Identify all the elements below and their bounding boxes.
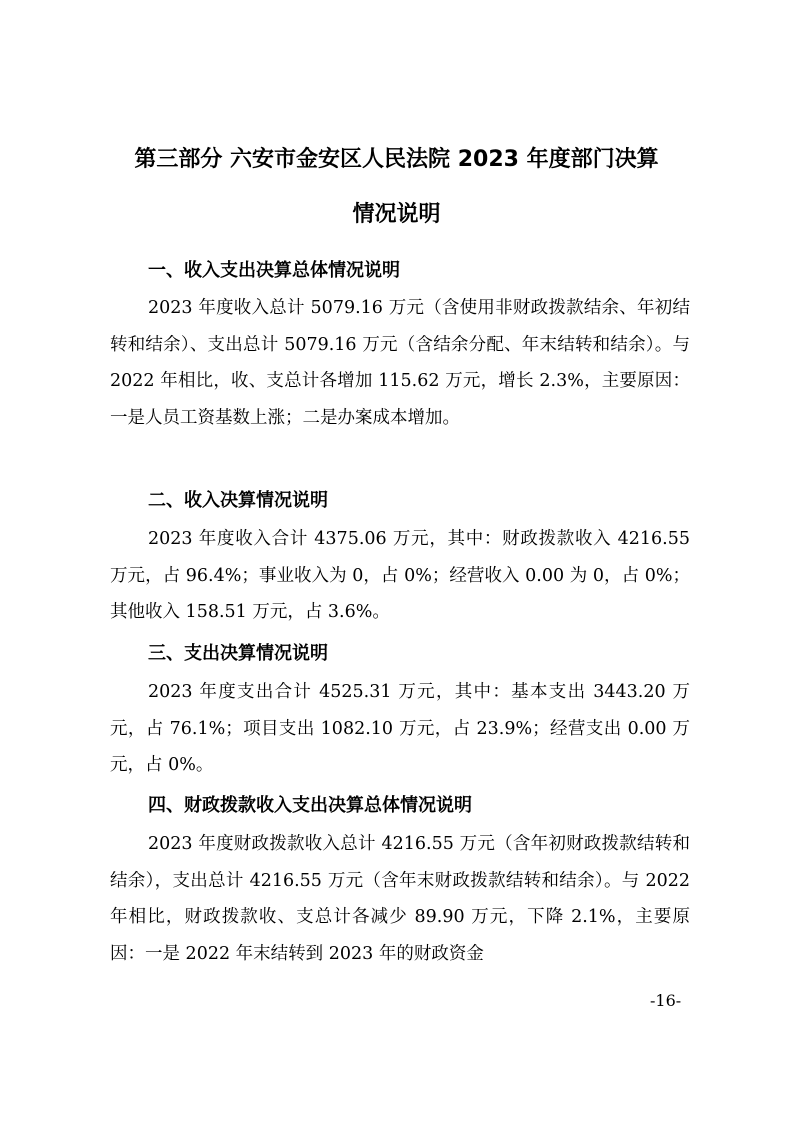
section-body-4: 2023 年度财政拨款收入总计 4216.55 万元（含年初财政拨款结转和结余），支出总计 4216.55 万元（含年末财政拨款结转和结余）。与 2022 年相比，财政拨款收、支总计各减少 89.90 万元，下降 2.1%，主要原因：一是 2022 年末结转到 2023 年的财政资金 [110,834,690,964]
section-heading-2: 二、收入决算情况说明 [148,490,328,511]
section-body-1: 2023 年度收入总计 5079.16 万元（含使用非财政拨款结余、年初结转和结余）、支出总计 5079.16 万元（含结余分配、年末结转和结余）。与 2022 年相比，收、支总计各增加 115.62 万元，增长 2.3%，主要原因：一是人员工资基数上涨；二是办案成本增加。 [110,298,690,428]
section-heading-4: 四、财政拨款收入支出决算总体情况说明 [148,795,472,816]
section-body-2: 2023 年度收入合计 4375.06 万元，其中：财政拨款收入 4216.55 万元，占 96.4%；事业收入为 0，占 0%；经营收入 0.00 为 0，占 0%；其他收入 158.51 万元，占 3.6%。 [110,529,690,622]
page-number: -16- [650,991,682,1010]
document-title-line-2: 情况说明 [352,202,441,227]
document-title-line-1: 第三部分 六安市金安区人民法院 2023 年度部门决算 [134,147,659,172]
section-body-3: 2023 年度支出合计 4525.31 万元，其中：基本支出 3443.20 万元，占 76.1%；项目支出 1082.10 万元，占 23.9%；经营支出 0.00 万元，占 0%。 [110,682,690,775]
section-heading-3: 三、支出决算情况说明 [148,643,328,664]
section-heading-1: 一、收入支出决算总体情况说明 [148,260,400,281]
